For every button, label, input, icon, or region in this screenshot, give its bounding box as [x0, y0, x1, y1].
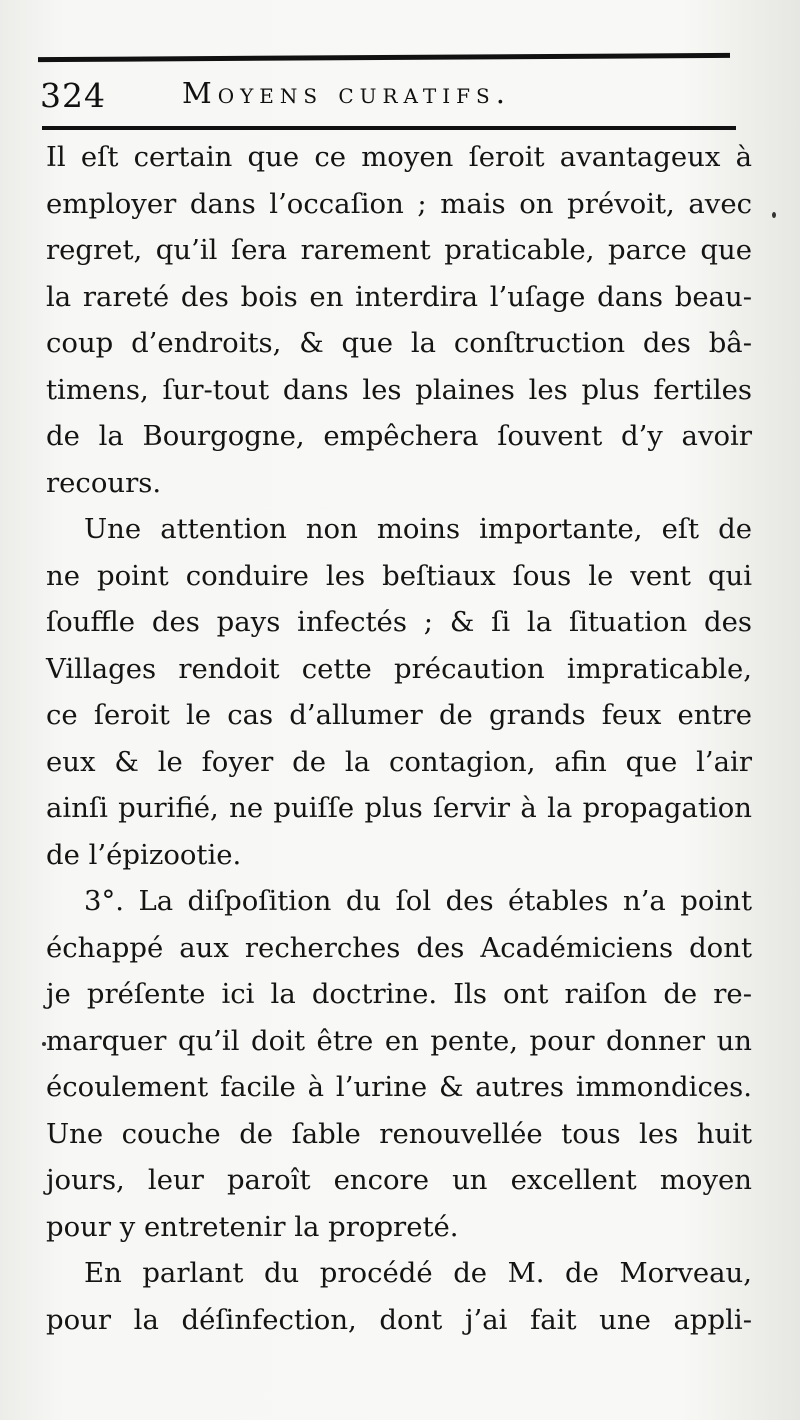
page-number: 324: [40, 76, 106, 115]
text-line: coup d’endroits, & que la conſtruction des bâ-: [46, 327, 752, 359]
text-line: pour la déſinfection, dont j’ai fait une appli-: [46, 1303, 752, 1336]
text-line: eux & le foyer de la contagion, afin que l’air: [46, 745, 752, 778]
text-line: ainſi purifié, ne puiſſe plus ſervir à la propagation: [46, 792, 752, 824]
text-line: pour y entretenir la propreté.: [46, 1210, 459, 1243]
ink-speck: [772, 212, 776, 218]
text-line: écoulement facile à l’urine & autres immondices.: [46, 1071, 752, 1103]
paragraph-2: [46, 506, 752, 878]
header-rule-top: [38, 53, 730, 62]
text-line: ce ſeroit le cas d’allumer de grands feux entre: [46, 699, 752, 731]
text-line: je préſente ici la doctrine. Ils ont raiſon de re-: [46, 978, 752, 1010]
text-line: Une attention non moins importante, eſt de: [84, 513, 752, 545]
page-body-text: [46, 134, 752, 1343]
text-line: recours.: [46, 466, 162, 499]
text-line: ſouffle des pays infectés ; & ſi la ſituation des: [46, 606, 752, 638]
text-line: Villages rendoit cette précaution impraticable,: [46, 652, 752, 685]
text-line: ne point conduire les beſtiaux ſous le vent qui: [46, 559, 752, 592]
text-line: échappé aux recherches des Académiciens dont: [46, 931, 752, 964]
text-line: jours, leur paroît encore un excellent moyen: [46, 1164, 752, 1196]
paragraph-1: [46, 134, 752, 506]
text-line: de la Bourgogne, empêchera ſouvent d’y avoir: [46, 420, 752, 452]
paragraph-3: [46, 878, 752, 1250]
text-line: En parlant du procédé de M. de Morveau,: [84, 1257, 752, 1289]
text-line: Il eſt certain que ce moyen ſeroit avantageux à: [46, 141, 752, 173]
text-line: de l’épizootie.: [46, 838, 242, 871]
header-rule-bottom: [42, 126, 736, 130]
ink-speck: [42, 1042, 46, 1046]
text-line: timens, ſur-tout dans les plaines les plus fertiles: [46, 373, 752, 406]
text-line: marquer qu’il doit être en pente, pour donner un: [46, 1024, 752, 1057]
text-line: la rareté des bois en interdira l’uſage dans beau-: [46, 280, 752, 313]
paragraph-4: [46, 1250, 752, 1343]
running-head-title: Moyens curatifs.: [182, 76, 511, 110]
text-line: regret, qu’il ſera rarement praticable, parce que: [46, 234, 752, 266]
text-line: 3°. La diſpoſition du ſol des étables n’a point: [84, 885, 752, 917]
text-line: Une couche de ſable renouvellée tous les huit: [46, 1117, 752, 1150]
running-header: [40, 66, 740, 126]
text-line: employer dans l’occaſion ; mais on prévoit, avec: [46, 187, 752, 220]
